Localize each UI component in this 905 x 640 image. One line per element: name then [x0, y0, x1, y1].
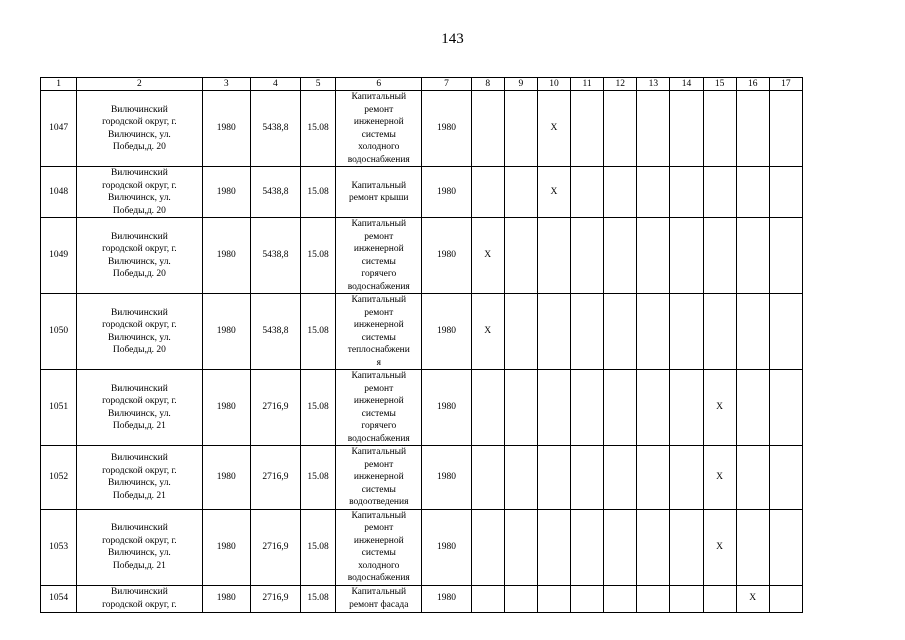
cell-mark: X [537, 167, 570, 218]
column-header: 7 [422, 78, 471, 91]
cell-mark [471, 585, 504, 612]
cell-mark [504, 509, 537, 585]
cell-mark [769, 167, 802, 218]
cell-id: 1048 [41, 167, 77, 218]
cell-work-type: Капитальный ремонт крыши [336, 167, 422, 218]
cell-mark [471, 509, 504, 585]
cell-code: 15.08 [301, 509, 336, 585]
cell-mark [670, 446, 703, 510]
table-row [41, 294, 803, 370]
cell-address: Вилючинский городской округ, г. Вилючинск, ул. Победы,д. 20 [77, 91, 202, 167]
cell-year: 1980 [422, 446, 471, 510]
column-header: 3 [202, 78, 250, 91]
page-number: 143 [441, 31, 464, 47]
cell-mark [769, 91, 802, 167]
cell-mark [736, 218, 769, 294]
cell-year: 1980 [422, 509, 471, 585]
column-header: 8 [471, 78, 504, 91]
cell-mark: X [703, 509, 736, 585]
column-header: 6 [336, 78, 422, 91]
cell-mark [670, 91, 703, 167]
cell-mark [604, 294, 637, 370]
table-row [41, 91, 803, 167]
column-header: 1 [41, 78, 77, 91]
table-row [41, 509, 803, 585]
cell-mark [471, 446, 504, 510]
cell-address: Вилючинский городской округ, г. Вилючинск, ул. Победы,д. 21 [77, 370, 202, 446]
cell-mark [637, 509, 670, 585]
cell-mark: X [736, 585, 769, 612]
cell-work-type: Капитальный ремонт инженерной системы холодного водоснабжения [336, 509, 422, 585]
cell-mark [571, 509, 604, 585]
column-header: 14 [670, 78, 703, 91]
cell-mark [736, 446, 769, 510]
cell-mark [769, 218, 802, 294]
cell-mark [670, 370, 703, 446]
column-header: 4 [250, 78, 300, 91]
cell-mark [504, 370, 537, 446]
cell-mark [571, 370, 604, 446]
cell-mark [703, 585, 736, 612]
cell-work-type: Капитальный ремонт инженерной системы водоотведения [336, 446, 422, 510]
cell-address: Вилючинский городской округ, г. Вилючинск, ул. Победы,д. 21 [77, 509, 202, 585]
cell-mark [670, 585, 703, 612]
cell-year-built: 1980 [202, 509, 250, 585]
cell-year-built: 1980 [202, 91, 250, 167]
cell-mark: X [537, 91, 570, 167]
cell-address: Вилючинский городской округ, г. Вилючинск, ул. Победы,д. 20 [77, 294, 202, 370]
cell-code: 15.08 [301, 294, 336, 370]
cell-mark [537, 218, 570, 294]
cell-year-built: 1980 [202, 218, 250, 294]
cell-area: 2716,9 [250, 446, 300, 510]
cell-mark [571, 446, 604, 510]
cell-year: 1980 [422, 585, 471, 612]
data-table [40, 77, 803, 613]
cell-mark [637, 585, 670, 612]
cell-mark [537, 370, 570, 446]
cell-mark [670, 294, 703, 370]
cell-mark [637, 370, 670, 446]
cell-work-type: Капитальный ремонт инженерной системы горячего водоснабжения [336, 218, 422, 294]
cell-id: 1047 [41, 91, 77, 167]
table-row [41, 218, 803, 294]
cell-mark [670, 218, 703, 294]
cell-code: 15.08 [301, 167, 336, 218]
cell-mark [504, 294, 537, 370]
column-header: 11 [571, 78, 604, 91]
cell-mark [736, 91, 769, 167]
cell-code: 15.08 [301, 91, 336, 167]
cell-year: 1980 [422, 294, 471, 370]
cell-year-built: 1980 [202, 585, 250, 612]
cell-address: Вилючинский городской округ, г. [77, 585, 202, 612]
cell-mark [604, 370, 637, 446]
cell-mark [703, 218, 736, 294]
cell-work-type: Капитальный ремонт фасада [336, 585, 422, 612]
cell-mark [604, 446, 637, 510]
cell-mark: X [703, 446, 736, 510]
cell-mark [604, 218, 637, 294]
cell-area: 2716,9 [250, 585, 300, 612]
cell-mark [604, 91, 637, 167]
cell-id: 1053 [41, 509, 77, 585]
cell-mark [604, 509, 637, 585]
table-row [41, 167, 803, 218]
cell-mark [504, 585, 537, 612]
column-header: 9 [504, 78, 537, 91]
cell-address: Вилючинский городской округ, г. Вилючинск, ул. Победы,д. 20 [77, 218, 202, 294]
cell-mark [504, 91, 537, 167]
cell-mark [703, 91, 736, 167]
cell-mark [504, 218, 537, 294]
cell-mark [571, 167, 604, 218]
table-row [41, 370, 803, 446]
cell-mark [769, 509, 802, 585]
cell-mark [769, 294, 802, 370]
cell-id: 1050 [41, 294, 77, 370]
cell-mark [769, 370, 802, 446]
cell-area: 5438,8 [250, 91, 300, 167]
cell-mark [736, 370, 769, 446]
cell-mark [637, 91, 670, 167]
cell-mark [637, 294, 670, 370]
column-header: 5 [301, 78, 336, 91]
cell-mark [604, 167, 637, 218]
table-row [41, 446, 803, 510]
column-header: 10 [537, 78, 570, 91]
cell-mark: X [471, 294, 504, 370]
cell-code: 15.08 [301, 370, 336, 446]
cell-area: 5438,8 [250, 218, 300, 294]
cell-mark [637, 446, 670, 510]
header-row [41, 78, 803, 91]
cell-code: 15.08 [301, 218, 336, 294]
cell-mark [670, 509, 703, 585]
cell-mark [537, 294, 570, 370]
cell-mark [703, 167, 736, 218]
cell-year: 1980 [422, 91, 471, 167]
column-header: 16 [736, 78, 769, 91]
cell-year-built: 1980 [202, 370, 250, 446]
cell-mark [571, 294, 604, 370]
cell-mark [736, 294, 769, 370]
cell-year: 1980 [422, 167, 471, 218]
cell-code: 15.08 [301, 585, 336, 612]
cell-id: 1051 [41, 370, 77, 446]
cell-address: Вилючинский городской округ, г. Вилючинск, ул. Победы,д. 21 [77, 446, 202, 510]
column-header: 15 [703, 78, 736, 91]
cell-id: 1054 [41, 585, 77, 612]
cell-mark [537, 585, 570, 612]
cell-id: 1052 [41, 446, 77, 510]
cell-area: 5438,8 [250, 167, 300, 218]
cell-mark [604, 585, 637, 612]
cell-code: 15.08 [301, 446, 336, 510]
column-header: 2 [77, 78, 202, 91]
cell-mark [571, 91, 604, 167]
cell-mark [637, 167, 670, 218]
cell-work-type: Капитальный ремонт инженерной системы горячего водоснабжения [336, 370, 422, 446]
cell-mark [471, 167, 504, 218]
cell-year-built: 1980 [202, 294, 250, 370]
table-row [41, 585, 803, 612]
cell-year: 1980 [422, 218, 471, 294]
cell-mark [571, 585, 604, 612]
cell-mark [537, 446, 570, 510]
cell-mark [670, 167, 703, 218]
column-header: 12 [604, 78, 637, 91]
cell-area: 2716,9 [250, 509, 300, 585]
cell-work-type: Капитальный ремонт инженерной системы холодного водоснабжения [336, 91, 422, 167]
cell-mark [504, 446, 537, 510]
cell-mark [736, 509, 769, 585]
column-header: 17 [769, 78, 802, 91]
cell-id: 1049 [41, 218, 77, 294]
cell-mark [736, 167, 769, 218]
cell-mark [769, 585, 802, 612]
cell-mark [471, 370, 504, 446]
cell-mark [571, 218, 604, 294]
cell-area: 5438,8 [250, 294, 300, 370]
cell-mark [504, 167, 537, 218]
cell-area: 2716,9 [250, 370, 300, 446]
cell-mark [637, 218, 670, 294]
cell-mark [769, 446, 802, 510]
cell-work-type: Капитальный ремонт инженерной системы теплоснабжени я [336, 294, 422, 370]
cell-year-built: 1980 [202, 446, 250, 510]
cell-mark: X [703, 370, 736, 446]
cell-year-built: 1980 [202, 167, 250, 218]
cell-mark [703, 294, 736, 370]
cell-mark [471, 91, 504, 167]
cell-address: Вилючинский городской округ, г. Вилючинск, ул. Победы,д. 20 [77, 167, 202, 218]
cell-mark [537, 509, 570, 585]
cell-mark: X [471, 218, 504, 294]
cell-year: 1980 [422, 370, 471, 446]
column-header: 13 [637, 78, 670, 91]
